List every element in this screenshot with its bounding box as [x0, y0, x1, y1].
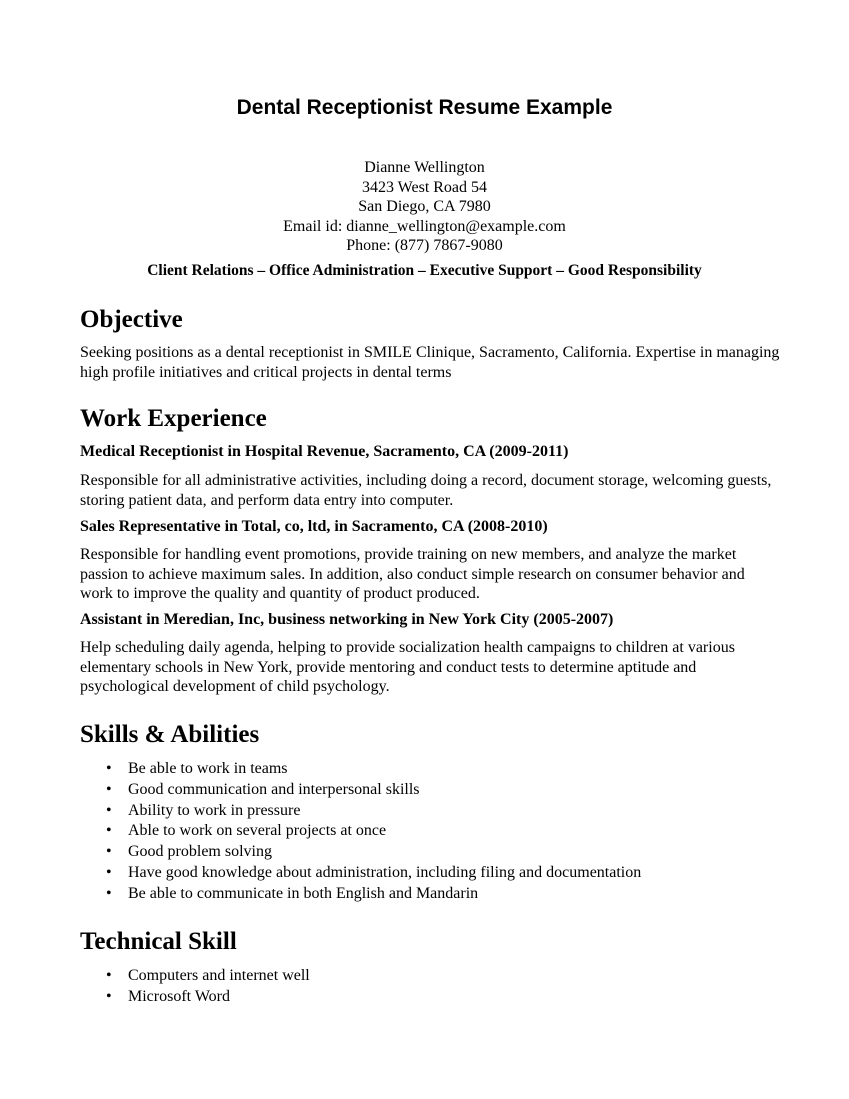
skills-heading: Skills & Abilities [80, 721, 260, 748]
list-item: • Be able to communicate in both English and Mandarin [0, 884, 641, 905]
technical-skill-heading: Technical Skill [80, 928, 237, 955]
list-item: • Microsoft Word [0, 987, 310, 1008]
bullet-icon: • [106, 780, 112, 798]
bullet-icon: • [106, 884, 112, 902]
job-description: Responsible for all administrative activities, including doing a record, document storage, welcoming guests, storing patient data, and perform data entry into computer. [80, 472, 772, 509]
bullet-icon: • [106, 801, 112, 819]
contact-name: Dianne Wellington [364, 159, 485, 176]
job-title: Sales Representative in Total, co, ltd, in Sacramento, CA (2008-2010) [80, 518, 548, 535]
bullet-icon: • [106, 760, 112, 777]
contact-phone: Phone: (877) 7867-9080 [346, 237, 503, 254]
objective-heading: Objective [80, 306, 183, 333]
contact-email: Email id: dianne_wellington@example.com [283, 217, 566, 235]
job-title: Medical Receptionist in Hospital Revenue, Sacramento, CA (2009-2011) [80, 443, 569, 460]
job-description: Help scheduling daily agenda, helping to provide socialization health campaigns to children at various elementary schools in New York, provide mentoring and conduct tests to determine aptitude and psychological development of child psychology. [80, 639, 735, 695]
list-item: • Have good knowledge about administration, including filing and documentation [0, 863, 641, 884]
list-item: • Able to work on several projects at once [0, 821, 641, 842]
list-item: • Ability to work in pressure [0, 801, 641, 822]
bullet-icon: • [106, 967, 112, 984]
list-item: • Computers and internet well [0, 966, 310, 987]
list-item: • Be able to work in teams [0, 759, 641, 780]
job-description: Responsible for handling event promotions, provide training on new members, and analyze the market passion to achieve maximum sales. In addition, also conduct simple research on consumer behavior and work to improve the quality and quantity of product produced. [80, 546, 745, 602]
contact-block [0, 158, 849, 256]
skills-list [0, 759, 641, 905]
contact-address-line1: 3423 West Road 54 [361, 178, 488, 196]
work-experience-heading: Work Experience [80, 405, 267, 432]
job-title: Assistant in Meredian, Inc, business networking in New York City (2005-2007) [80, 611, 614, 628]
bullet-icon: • [106, 863, 112, 881]
objective-text: Seeking positions as a dental receptionist in SMILE Clinique, Sacramento, California. Expertise in managing high profile initiatives and critical projects in dental terms [80, 344, 780, 381]
bullet-icon: • [106, 843, 112, 861]
technical-skill-list [0, 966, 310, 1008]
contact-address-line2: San Diego, CA 7980 [358, 198, 491, 215]
bullet-icon: • [106, 822, 112, 840]
skills-tagline: Client Relations – Office Administration – Executive Support – Good Responsibility [147, 262, 702, 279]
document-title: Dental Receptionist Resume Example [236, 96, 613, 119]
bullet-icon: • [106, 987, 112, 1005]
list-item: • Good communication and interpersonal skills [0, 780, 641, 801]
list-item: • Good problem solving [0, 842, 641, 863]
